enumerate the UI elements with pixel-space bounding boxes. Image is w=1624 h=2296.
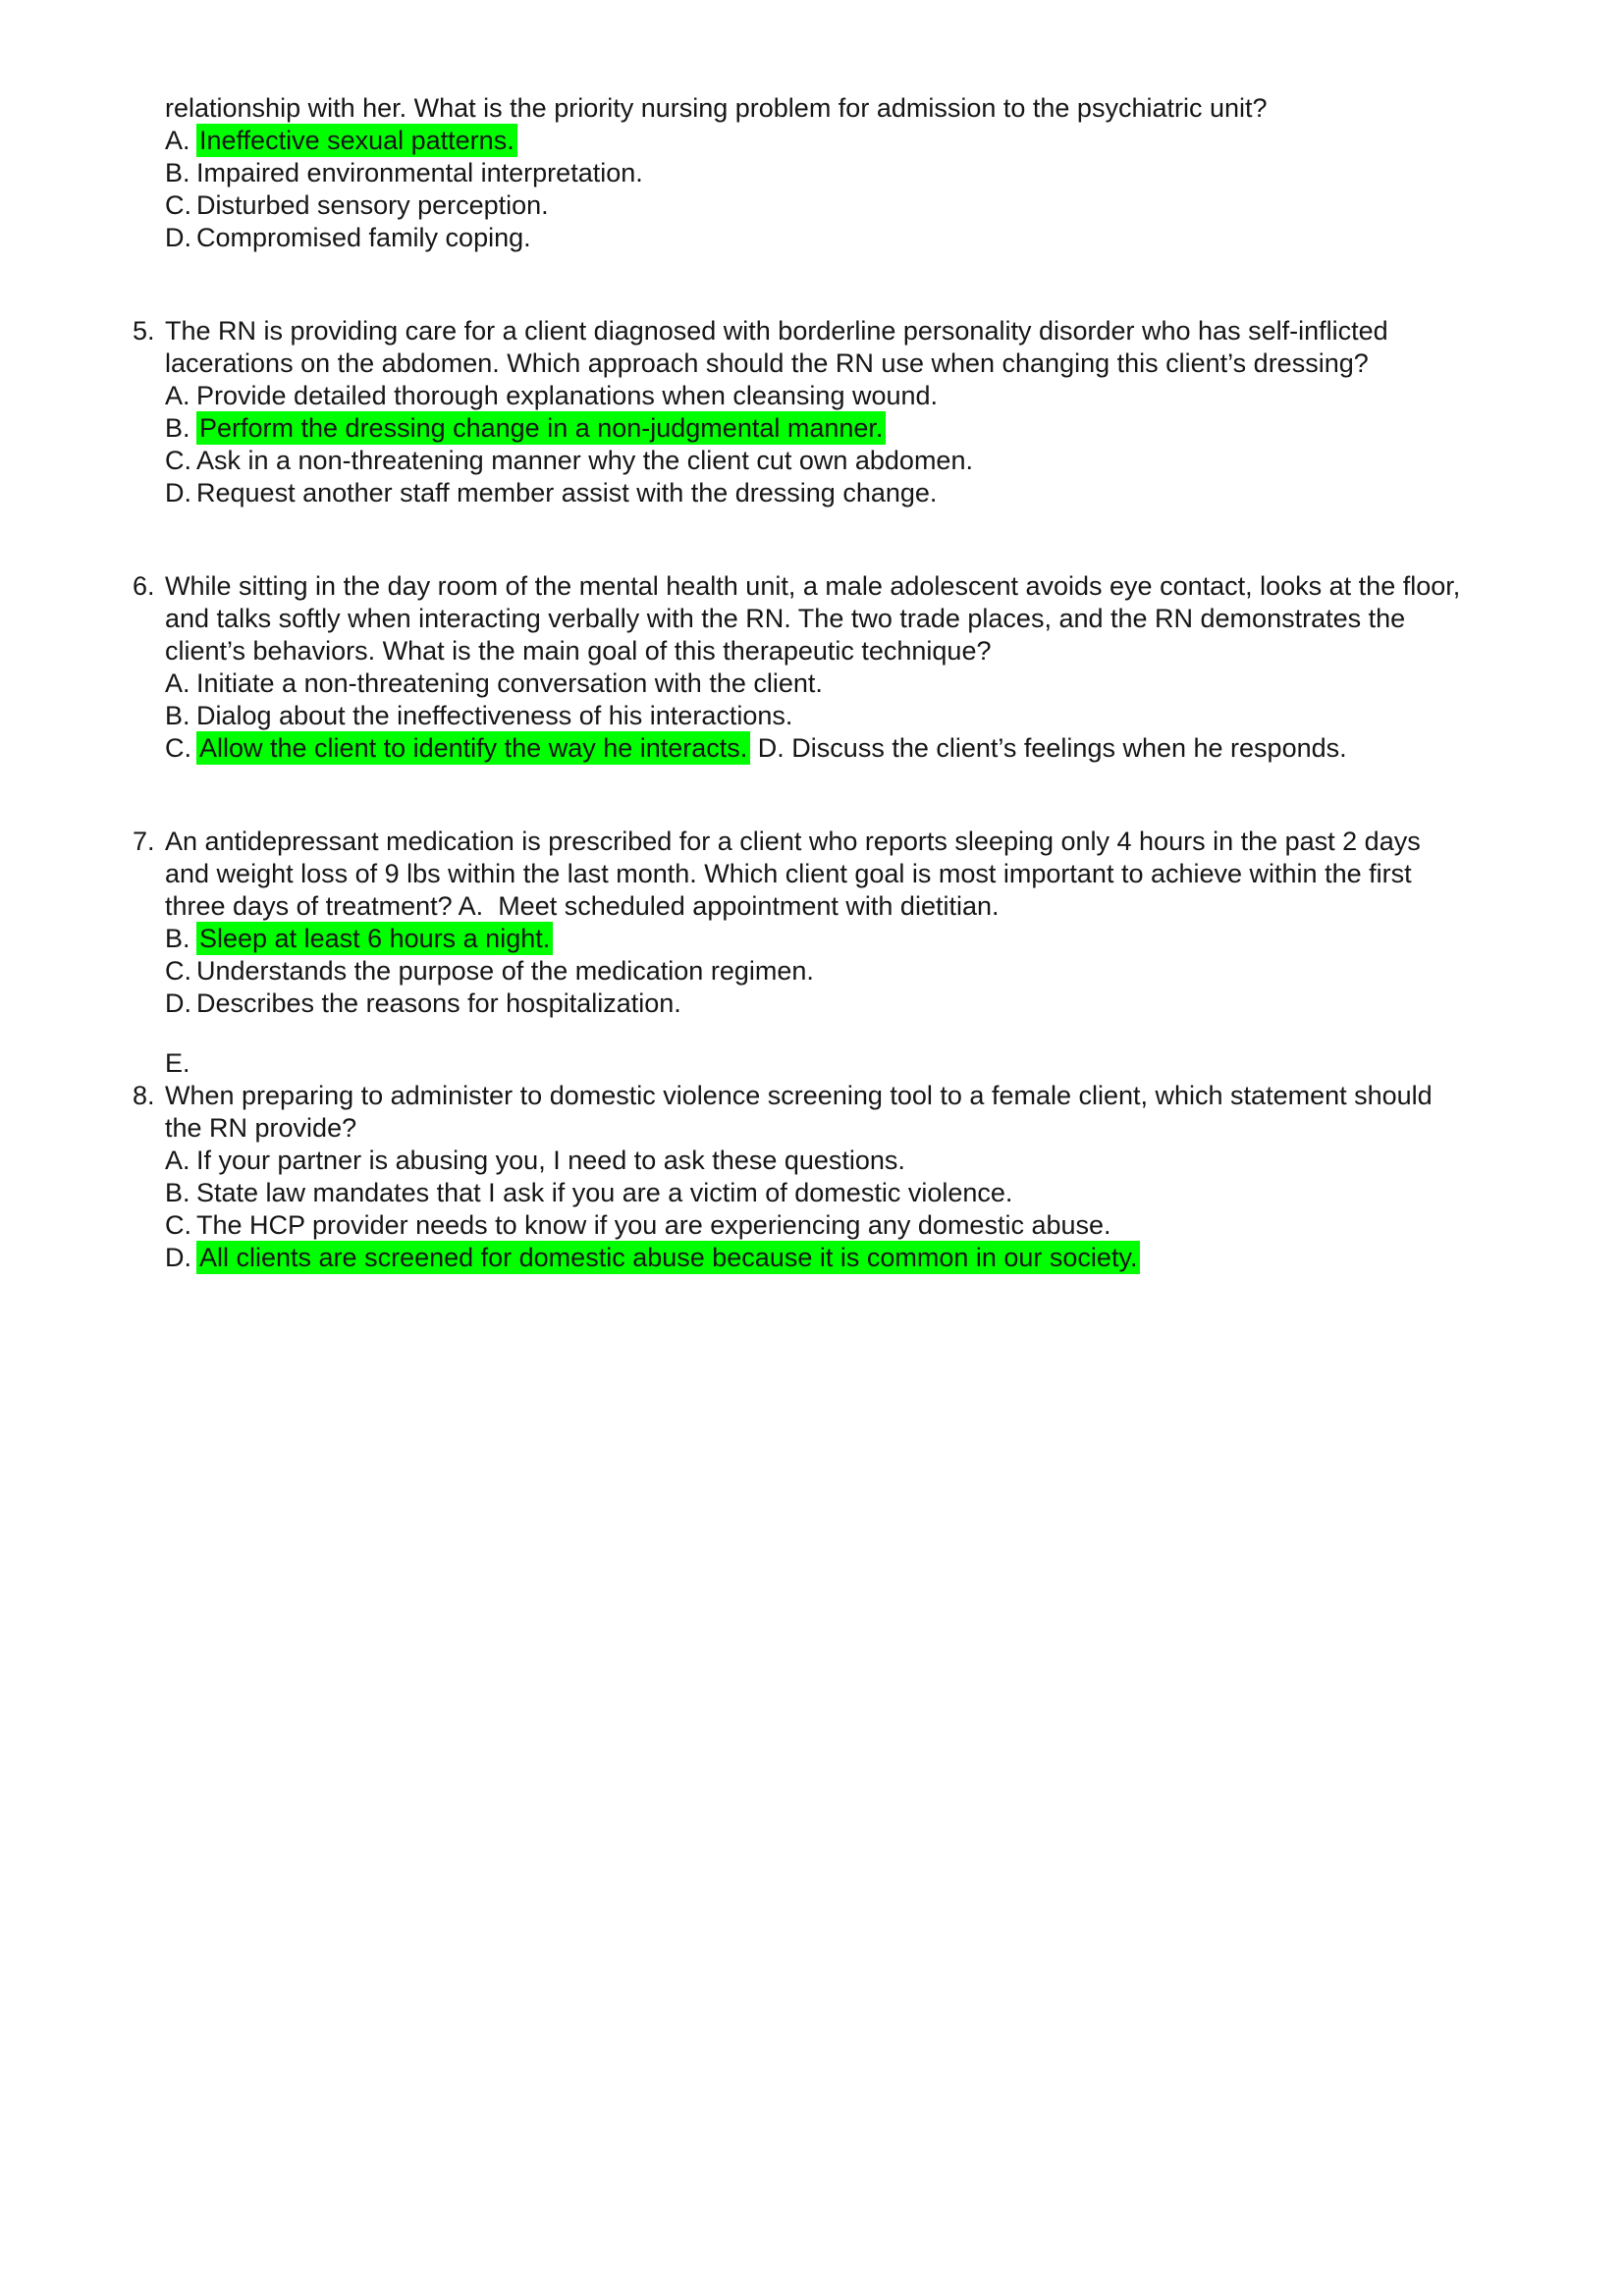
option-text-wrap [196, 700, 1463, 732]
question-stem: relationship with her. What is the priority nursing problem for admission to the psychiatric unit? [165, 93, 1268, 123]
answer-option [165, 923, 1463, 955]
option-letter: B. [165, 413, 190, 443]
answer-option [165, 477, 1463, 509]
option-text: If your partner is abusing you, I need to ask these questions. [196, 1146, 905, 1175]
option-text: Allow the client to identify the way he interacts. [196, 731, 750, 765]
question-head [133, 826, 1463, 923]
options-list [165, 667, 1463, 765]
option-letter: B. [165, 701, 190, 730]
option-letter: D. [165, 1243, 191, 1272]
answer-option [165, 445, 1463, 477]
option-letter: A. [165, 668, 190, 698]
option-letter: B. [165, 1178, 190, 1207]
option-letter: D. [165, 223, 191, 252]
answer-option [165, 1145, 1463, 1177]
option-letter: C. [165, 956, 191, 986]
answer-option [165, 222, 1463, 254]
question-number: 6. [133, 571, 155, 601]
question-6 [133, 570, 1463, 765]
answer-option [165, 955, 1463, 988]
answer-option [165, 988, 1463, 1020]
question-stem: The RN is providing care for a client diagnosed with borderline personality disorder who has self-inflicted lacerations on the abdomen. Which approach should the RN use when changing this client’s dressing? [165, 316, 1388, 378]
answer-option [165, 700, 1463, 732]
option-text-wrap [196, 222, 1463, 254]
answer-option [165, 380, 1463, 412]
option-text-wrap [196, 1177, 1463, 1209]
option-text: State law mandates that I ask if you are a victim of domestic violence. [196, 1178, 1013, 1207]
answer-option [165, 1177, 1463, 1209]
answer-option [165, 1047, 1463, 1080]
answer-option [165, 157, 1463, 189]
option-text: Understands the purpose of the medication regimen. [196, 956, 814, 986]
option-text: Sleep at least 6 hours a night. [196, 922, 553, 955]
option-text: Describes the reasons for hospitalization. [196, 988, 681, 1018]
option-text: The HCP provider needs to know if you are experiencing any domestic abuse. [196, 1210, 1111, 1240]
option-text: Impaired environmental interpretation. [196, 158, 643, 187]
option-text: Disturbed sensory perception. [196, 190, 549, 220]
option-letter: C. [165, 733, 191, 763]
answer-option [165, 1242, 1463, 1274]
question-number: 7. [133, 827, 155, 856]
option-text: Compromised family coping. [196, 223, 531, 252]
option-text-wrap [196, 1242, 1463, 1274]
option-text: Perform the dressing change in a non-judgmental manner. [196, 411, 886, 445]
question-number: 8. [133, 1081, 155, 1110]
question-number: 5. [133, 316, 155, 346]
question-continuation [133, 92, 1463, 254]
question-head [133, 92, 1463, 125]
option-text-wrap [196, 380, 1463, 412]
options-list [165, 125, 1463, 254]
option-text: Ineffective sexual patterns. [196, 124, 517, 157]
option-text-wrap [196, 157, 1463, 189]
question-head [133, 1080, 1463, 1145]
question-7 [133, 826, 1463, 1080]
option-letter: A. [165, 381, 190, 410]
answer-option [165, 189, 1463, 222]
answer-option [165, 125, 1463, 157]
question-stem: An antidepressant medication is prescribed for a client who reports sleeping only 4 hours in the past 2 days and weight loss of 9 lbs within the last month. Which client goal is most important to achieve within the first three days of treatment? A. Meet scheduled appointment with dietitian. [165, 827, 1421, 921]
option-text: Dialog about the ineffectiveness of his interactions. [196, 701, 793, 730]
option-letter: B. [165, 924, 190, 953]
option-letter: A. [165, 126, 190, 155]
option-letter: C. [165, 446, 191, 475]
options-list [165, 923, 1463, 1080]
question-5 [133, 315, 1463, 509]
option-letter: C. [165, 190, 191, 220]
option-text: All clients are screened for domestic abuse because it is common in our society. [196, 1241, 1140, 1274]
answer-option [165, 412, 1463, 445]
question-head [133, 315, 1463, 380]
option-text-wrap [196, 189, 1463, 222]
question-8 [133, 1080, 1463, 1274]
option-letter: D. [165, 988, 191, 1018]
option-text-wrap [196, 923, 1463, 955]
answer-option [165, 732, 1463, 765]
options-list [165, 1145, 1463, 1274]
option-text: Request another staff member assist with the dressing change. [196, 478, 938, 507]
option-text-wrap [196, 477, 1463, 509]
answer-option [165, 667, 1463, 700]
option-text-wrap [196, 1209, 1463, 1242]
option-letter: B. [165, 158, 190, 187]
option-text-wrap [196, 667, 1463, 700]
question-stem: When preparing to administer to domestic violence screening tool to a female client, which statement should the RN provide? [165, 1081, 1433, 1143]
options-list [165, 380, 1463, 509]
option-letter: A. [165, 1146, 190, 1175]
option-text-wrap [196, 445, 1463, 477]
option-text-wrap [196, 412, 1463, 445]
option-text-wrap [196, 125, 1463, 157]
option-text-wrap [196, 1145, 1463, 1177]
question-number [133, 92, 165, 125]
option-letter: E. [165, 1048, 190, 1078]
option-text-continuation: D. Discuss the client’s feelings when he responds. [750, 733, 1347, 763]
option-text: Provide detailed thorough explanations when cleansing wound. [196, 381, 939, 410]
answer-option [165, 1209, 1463, 1242]
option-text-wrap [196, 955, 1463, 988]
option-text-wrap [196, 1047, 1463, 1080]
option-letter: C. [165, 1210, 191, 1240]
option-text-wrap [196, 988, 1463, 1020]
option-text: Ask in a non-threatening manner why the client cut own abdomen. [196, 446, 973, 475]
question-head [133, 570, 1463, 667]
option-text: Initiate a non-threatening conversation with the client. [196, 668, 823, 698]
option-text-wrap [196, 732, 1463, 765]
option-letter: D. [165, 478, 191, 507]
question-stem: While sitting in the day room of the mental health unit, a male adolescent avoids eye contact, looks at the floor, and talks softly when interacting verbally with the RN. The two trade places, and the RN demonstrates the client’s behaviors. What is the main goal of this therapeutic technique? [165, 571, 1461, 666]
